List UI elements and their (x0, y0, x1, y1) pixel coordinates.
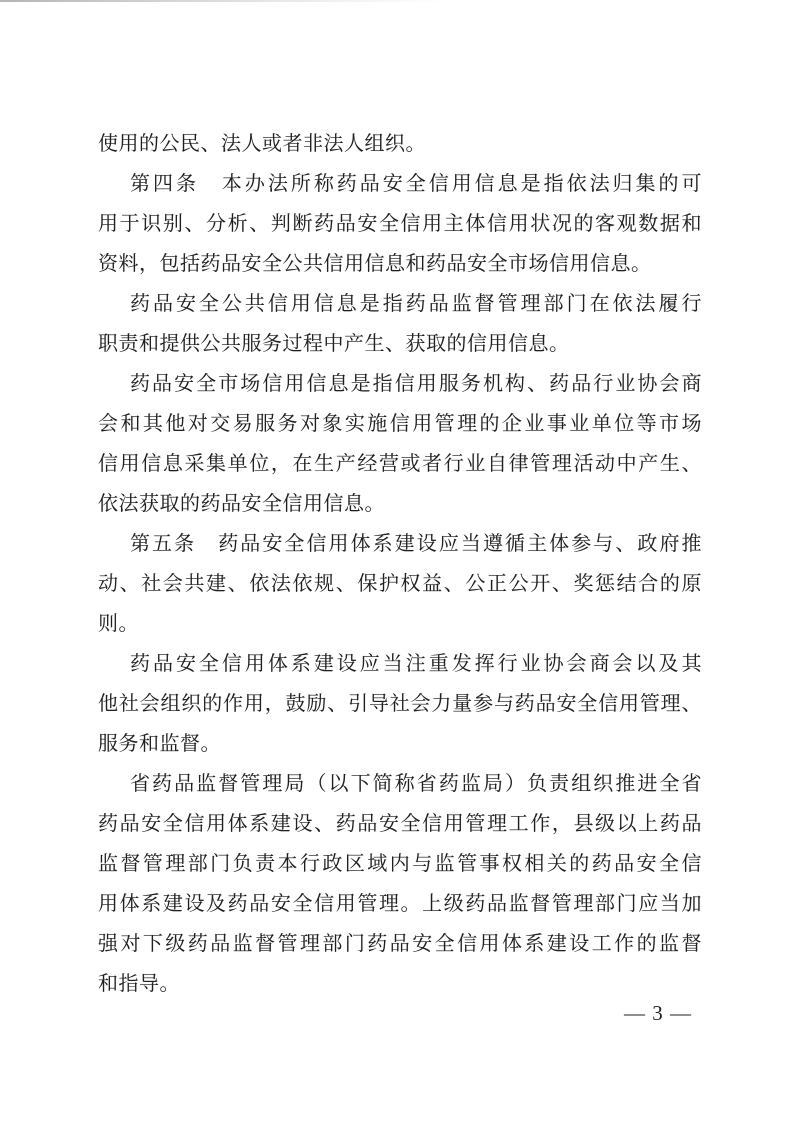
page-number-label: — 3 — (624, 1001, 692, 1025)
text-line: 使用的公民、法人或者非法人组织。 (98, 133, 426, 155)
text-line: 信用信息采集单位，在生产经营或者行业自律管理活动中产生、 (98, 453, 702, 475)
text-line: 用体系建设及药品安全信用管理。上级药品监督管理部门应当加 (98, 893, 702, 915)
text-line: 药品安全公共信用信息是指药品监督管理部门在依法履行 (130, 293, 702, 315)
text-line: 则。 (98, 613, 139, 635)
text-line: 服务和监督。 (98, 733, 221, 755)
text-line: 职责和提供公共服务过程中产生、获取的信用信息。 (98, 333, 570, 355)
text-line: 用于识别、分析、判断药品安全信用主体信用状况的客观数据和 (98, 213, 702, 235)
page-number (0, 1000, 692, 1026)
text-line: 他社会组织的作用，鼓励、引导社会力量参与药品安全信用管理、 (98, 693, 702, 715)
text-line: 依法获取的药品安全信用信息。 (98, 493, 385, 515)
text-line: 省药品监督管理局（以下简称省药监局）负责组织推进全省 (130, 773, 702, 795)
text-line: 第四条 本办法所称药品安全信用信息是指依法归集的可 (130, 173, 702, 195)
text-line: 药品安全信用体系建设、药品安全信用管理工作，县级以上药品 (98, 813, 702, 835)
text-line: 资料，包括药品安全公共信用信息和药品安全市场信用信息。 (98, 253, 652, 275)
document-body (98, 124, 702, 1004)
scan-edge-artifact (0, 0, 560, 2)
text-line: 强对下级药品监督管理部门药品安全信用体系建设工作的监督 (98, 933, 702, 955)
text-line: 第五条 药品安全信用体系建设应当遵循主体参与、政府推 (130, 533, 702, 555)
text-line: 药品安全市场信用信息是指信用服务机构、药品行业协会商 (130, 373, 702, 395)
text-line: 动、社会共建、依法依规、保护权益、公正公开、奖惩结合的原 (98, 573, 702, 595)
text-line: 监督管理部门负责本行政区域内与监管事权相关的药品安全信 (98, 853, 702, 875)
text-line: 会和其他对交易服务对象实施信用管理的企业事业单位等市场 (98, 413, 702, 435)
text-line: 和指导。 (98, 973, 180, 995)
text-line: 药品安全信用体系建设应当注重发挥行业协会商会以及其 (130, 653, 702, 675)
